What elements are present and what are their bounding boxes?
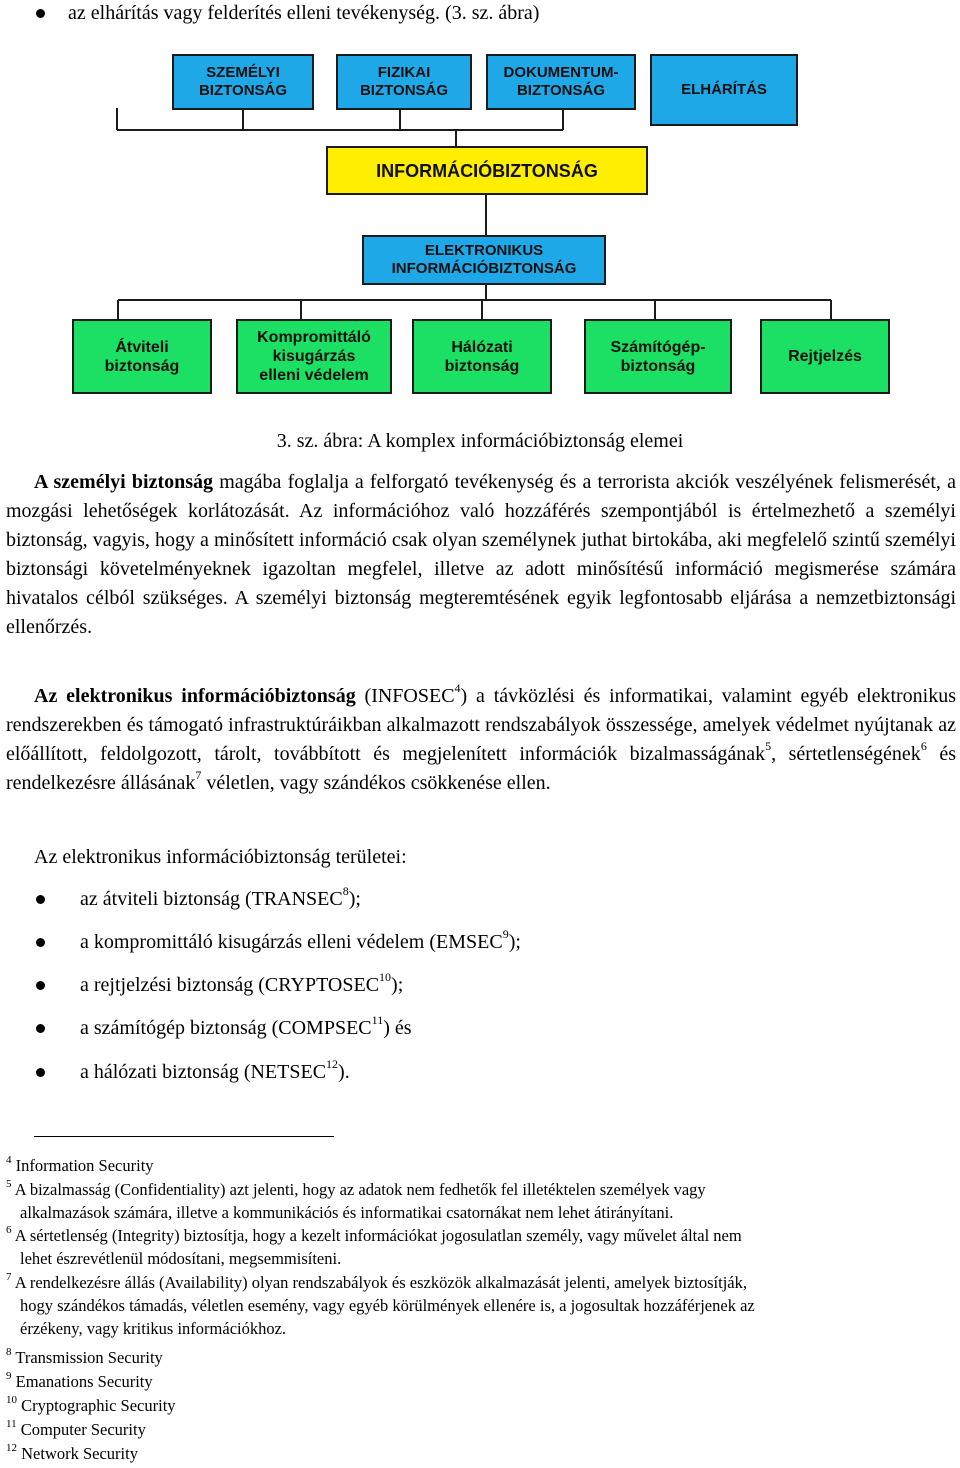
- paragraph-text: , sértetlenségének: [771, 743, 921, 765]
- bullet-icon: [36, 1068, 45, 1077]
- footnote-5: $^5$ A bizalmasság (Confidentiality) azt jelenti, hogy az adatok nem fedhetők fel illetéktelen személyek vagy alkalmazások számára, illetve a kommunikációs és informatikai csatornákat nem lehet átirányítani.: [6, 1177, 706, 1222]
- document-security-box: DOKUMENTUM- BIZTONSÁG: [486, 54, 636, 110]
- paragraph-text: ) a távközlési és informatikai, valamint egyéb elektronikus rendszerekben és támogató infrastruktúráikban alkalmazott rendszabályok összessége, amelyek védelmet nyújtanak az előállított, feldolgozott, tárolt, továbbított és megjelenített információk bizalmasságának: [6, 685, 956, 765]
- footnote-ref: 7: [195, 768, 202, 783]
- footnote-8: $^8$ Transmission Security: [6, 1345, 163, 1367]
- paragraph-bold-term: Az elektronikus információbiztonság: [34, 685, 356, 707]
- cryptography-box: Rejtjelzés: [760, 319, 890, 394]
- counterintelligence-box: ELHÁRÍTÁS: [650, 54, 798, 126]
- top-bullet-text: az elhárítás vagy felderítés elleni tevékenység. (3. sz. ábra): [68, 2, 540, 24]
- footnote-4: $^4$ Information Security: [6, 1153, 154, 1175]
- transmission-security-box: Átviteli biztonság: [72, 319, 212, 394]
- footnote-10: $^{10}$ Cryptographic Security: [6, 1393, 176, 1415]
- paragraph-text: véletlen, vagy szándékos csökkenése ellen.: [201, 772, 551, 794]
- bullet-icon: [36, 1024, 45, 1033]
- footnote-6: $^6$ A sértetlenség (Integrity) biztosítja, hogy a kezelt információkat jogosulatlan személy, vagy művelet által nem lehet észrevétlenül módosítani, megsemmisíteni.: [6, 1223, 742, 1268]
- infosec-paragraph: [6, 682, 956, 798]
- list-item: a hálózati biztonság (NETSEC$^{12}$).: [80, 1057, 350, 1083]
- paragraph-text: (INFOSEC: [355, 685, 455, 707]
- footnote-9: $^9$ Emanations Security: [6, 1369, 153, 1391]
- bullet-icon: [36, 9, 45, 18]
- footnote-ref: 5: [765, 739, 772, 754]
- paragraph-text: magába foglalja a felforgató tevékenység és a terrorista akciók veszélyének felismerését, a mozgási lehetőségek korlátozását. Az információhoz való hozzáférés szempontjából is értelmezhető a személyi biztonság, vagyis, hogy a minősített információ csak olyan személynek juthat birtokába, aki megfelelő szintű személyi biztonsági követelményeknek igazoltan megfelel, illetve az adott minősítésű információ megismerése számára hivatalos célból szükséges. A személyi biztonság megteremtésének egyik legfontosabb eljárása a nemzetbiztonsági ellenőrzés.: [6, 471, 956, 638]
- footnote-12: $^{12}$ Network Security: [6, 1441, 138, 1463]
- list-item: a számítógép biztonság (COMPSEC$^{11}$) és: [80, 1013, 412, 1039]
- footnote-7: $^7$ A rendelkezésre állás (Availability) olyan rendszabályok és eszközök alkalmazását jelenti, amelyek biztosítják, hogy szándékos támadás, véletlen esemény, vagy egyéb körülmények ellenére is, a jogosultak hozzáférjenek az érzékeny, vagy kritikus információkhoz.: [6, 1270, 755, 1338]
- list-item: a kompromittáló kisugárzás elleni védelem (EMSEC$^9$);: [80, 927, 521, 953]
- figure-caption: 3. sz. ábra: A komplex információbiztonság elemei: [276, 430, 684, 452]
- paragraph-bold-term: A személyi biztonság: [34, 471, 214, 493]
- bullet-icon: [36, 938, 45, 947]
- footnote-separator: [34, 1136, 334, 1137]
- personal-security-box: SZEMÉLYI BIZTONSÁG: [172, 54, 314, 110]
- information-security-box: INFORMÁCIÓBIZTONSÁG: [326, 146, 648, 195]
- emanation-protection-box: Kompromittáló kisugárzás elleni védelem: [236, 319, 392, 394]
- footnote-11: $^{11}$ Computer Security: [6, 1417, 146, 1439]
- paragraph-text: és rendelkezésre állásának: [6, 743, 956, 794]
- computer-security-box: Számítógép- biztonság: [584, 319, 732, 394]
- list-item: az átviteli biztonság (TRANSEC$^8$);: [80, 884, 361, 910]
- personal-security-paragraph: [6, 468, 956, 642]
- physical-security-box: FIZIKAI BIZTONSÁG: [336, 54, 472, 110]
- footnote-ref: 6: [920, 739, 927, 754]
- information-security-diagram: [60, 46, 894, 402]
- electronic-information-security-box: ELEKTRONIKUS INFORMÁCIÓBIZTONSÁG: [362, 235, 606, 285]
- footnote-ref: 4: [454, 681, 461, 696]
- bullet-icon: [36, 981, 45, 990]
- list-item: a rejtjelzési biztonság (CRYPTOSEC$^{10}$);: [80, 970, 404, 996]
- areas-intro: Az elektronikus információbiztonság területei:: [34, 846, 407, 868]
- network-security-box: Hálózati biztonság: [412, 319, 552, 394]
- bullet-icon: [36, 895, 45, 904]
